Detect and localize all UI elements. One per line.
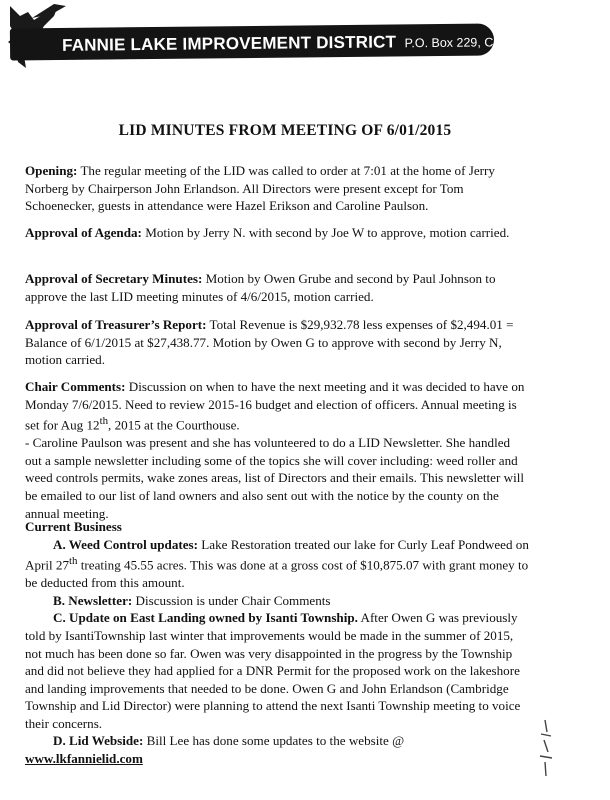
- chair-label: Chair Comments:: [25, 379, 126, 394]
- agenda-section: [25, 224, 530, 242]
- newsletter-note: - Caroline Paulson was present and she has volunteered to do a LID Newsletter. She handled out a sample newsletter including some of the topics she will cover including: weed roller and weed controls permits, wake zones areas, list of Directors and their emails. This newsletter will be emailed to our list of land owners and also sent out with the notice by the county on the annual meeting.: [25, 435, 524, 521]
- east-landing-label: C. Update on East Landing owned by Isanti Township.: [53, 610, 358, 626]
- chair-section: [25, 378, 530, 522]
- weed-control-superscript: th: [69, 555, 78, 568]
- website-text: Bill Lee has done some updates to the website @: [146, 733, 405, 749]
- weed-control-text-end: treating 45.55 acres. This was done at a gross cost of $10,875.07 with grant money to be deducted from this amount.: [25, 557, 529, 591]
- scan-marks: [535, 718, 557, 778]
- treasurer-section: [25, 316, 530, 369]
- east-landing-text: After Owen G was previously told by IsantiTownship last winter that improvements would be made in the summer of 2015, not much has been done so far. Owen was very disappointed in the progress by the Township and did not believe they had applied for a DNR Permit for the proposed work on the lakeshore and landing improvements that needed to be done. Owen G and John Erlandson (Cambridge Township and Lid Director) were planning to attend the next Isanti Township meeting to voice their concerns.: [25, 610, 521, 731]
- chair-text-end: , 2015 at the Courthouse.: [108, 417, 240, 433]
- business-heading: Current Business: [25, 519, 122, 534]
- chair-text: Discussion on when to have the next meeting and it was decided to have on Monday 7/6/2015. Need to review 2015-16 budget and election of officers. Annual meeting is set for Aug 12: [25, 379, 525, 433]
- chair-superscript: th: [99, 415, 109, 428]
- secretary-label: Approval of Secretary Minutes:: [25, 271, 203, 286]
- opening-section: [25, 162, 530, 215]
- weed-control-text: Lake Restoration treated our lake for Curly Leaf Pondweed on April 27: [25, 536, 529, 573]
- opening-text: The regular meeting of the LID was called to order at 7:01 at the home of Jerry Norberg by Chairperson John Erlandson. All Directors were present except for Tom Schoenecker, guests in attendance were Hazel Erikson and Caroline Paulson.: [25, 163, 495, 214]
- treasurer-label: Approval of Treasurer’s Report:: [25, 317, 207, 332]
- weed-control-label: A. Weed Control updates:: [53, 536, 199, 552]
- newsletter-label: B. Newsletter:: [53, 592, 133, 608]
- treasurer-text: Total Revenue is $29,932.78 less expenses of $2,494.01 = Balance of 6/1/2015 at $27,438.77. Motion by Owen G to approve with second by Jerry N, motion carried.: [25, 317, 514, 368]
- organization-address: P.O. Box 229, Cambridge, MN 55008: [404, 34, 610, 51]
- page-title: LID MINUTES FROM MEETING OF 6/01/2015: [118, 122, 452, 139]
- business-section: [25, 518, 530, 768]
- opening-label: Opening:: [25, 163, 78, 178]
- newsletter-text: Discussion is under Chair Comments: [135, 592, 331, 608]
- agenda-text: Motion by Jerry N. with second by Joe W to approve, motion carried.: [145, 225, 510, 240]
- secretary-section: [25, 270, 530, 305]
- agenda-label: Approval of Agenda:: [25, 225, 142, 240]
- website-link[interactable]: www.lkfannielid.com: [25, 751, 143, 767]
- organization-name: FANNIE LAKE IMPROVEMENT DISTRICT: [61, 32, 397, 55]
- website-label: D. Lid Webside:: [53, 733, 144, 749]
- secretary-text: Motion by Owen Grube and second by Paul Johnson to approve the last LID meeting minutes of 4/6/2015, motion carried.: [25, 271, 496, 304]
